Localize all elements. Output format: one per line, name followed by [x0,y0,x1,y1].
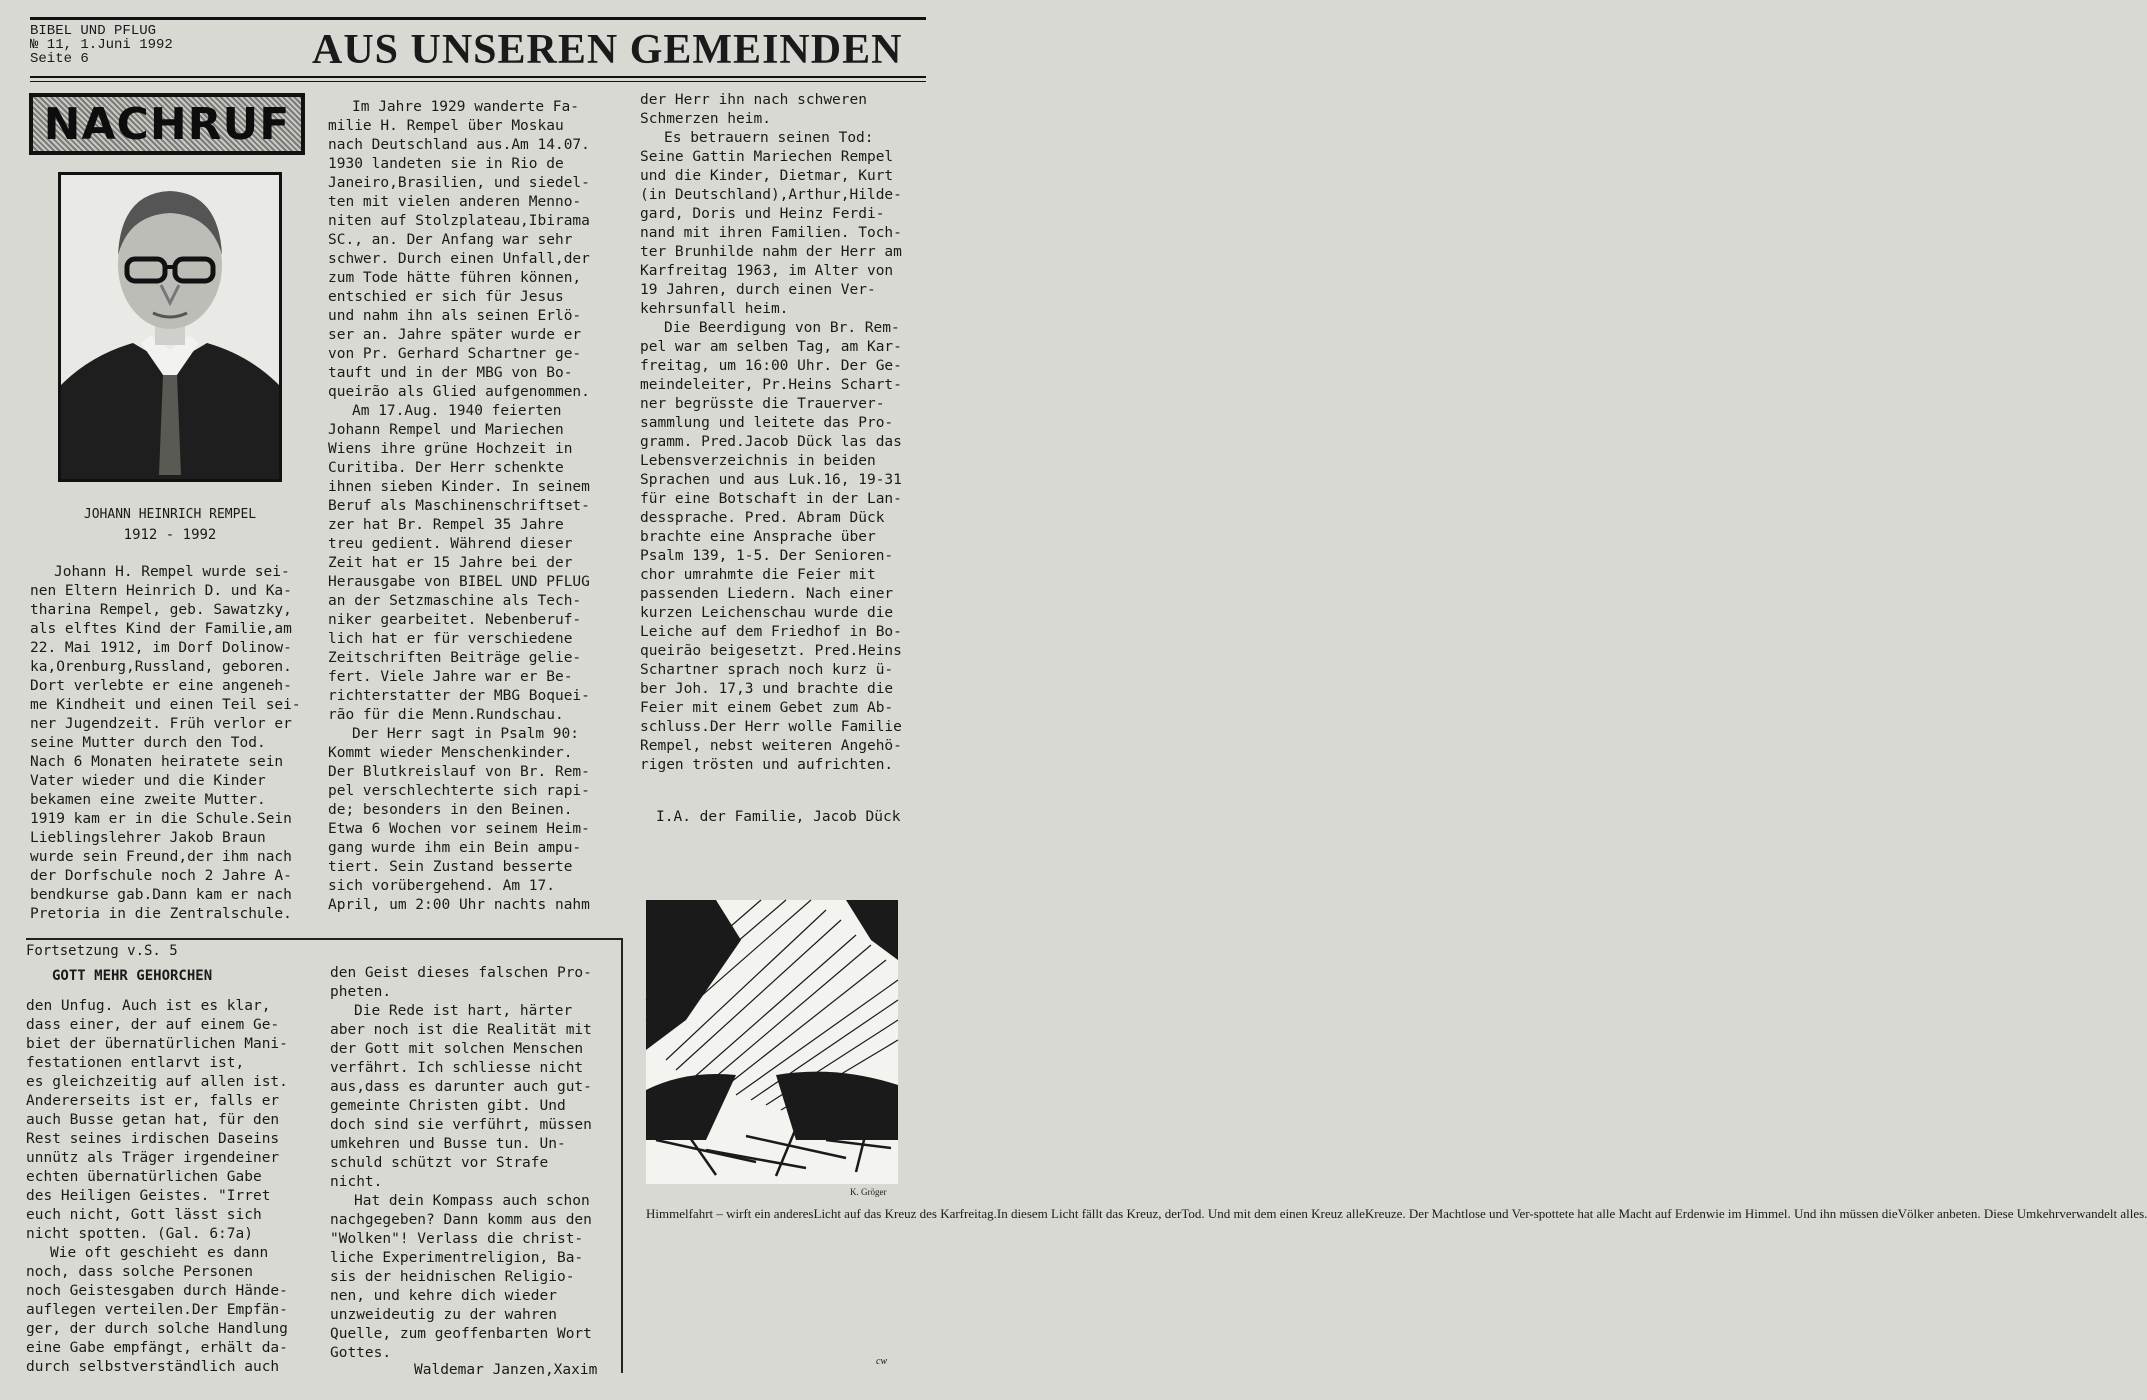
text-line: nachgegeben? Dann komm aus den [330,1212,592,1228]
top-rule [30,17,926,20]
ascension-illustration [646,900,898,1184]
poem-line: Völker anbeten. Diese Umkehr [1897,1206,2060,1221]
text-line: Schmerzen heim. [640,111,771,127]
text-line: milie H. Rempel über Moskau [328,118,564,134]
obituary-banner [29,93,305,155]
text-line: Etwa 6 Wochen vor seinem Heim- [328,821,590,837]
text-line: ger, der durch solche Handlung [26,1321,288,1337]
poem-line: spottete hat alle Macht auf Erden [1533,1206,1706,1221]
text-line: echten übernatürlichen Gabe [26,1169,262,1185]
deceased-years: 1912 - 1992 [123,527,217,543]
text-line: Quelle, zum geoffenbarten Wort [330,1326,592,1342]
text-line: zum Tode hätte führen können, [328,270,582,286]
text-line: lich hat er für verschiedene [328,631,573,647]
deceased-name: JOHANN HEINRICH REMPEL [83,507,257,522]
text-line: Zeitschriften Beiträge gelie- [328,650,582,666]
text-line: pheten. [330,984,392,1000]
text-line: treu gedient. Während dieser [328,536,573,552]
text-line: durch selbstverständlich auch [26,1359,280,1375]
text-line: Wiens ihre grüne Hochzeit in [328,441,573,457]
text-line: schluss.Der Herr wolle Familie [640,719,902,735]
text-line: rigen trösten und aufrichten. [640,757,894,773]
text-line: auflegen verteilen.Der Empfän- [26,1302,288,1318]
text-line: und nahm ihn als seinen Erlö- [328,308,582,324]
poem-line: verwandelt alles. [2059,1206,2147,1221]
portrait-photo [58,172,282,482]
text-line: nen Eltern Heinrich D. und Ka- [30,583,292,599]
text-line: für eine Botschaft in der Lan- [640,491,902,507]
text-line: ihnen sieben Kinder. In seinem [328,479,590,495]
text-line: Johann H. Rempel wurde sei- [54,564,290,580]
text-line: es gleichzeitig auf allen ist. [26,1074,288,1090]
page-headline: AUS UNSEREN GEMEINDEN [312,27,903,73]
text-line: Rest seines irdischen Daseins [26,1131,280,1147]
text-line: nach Deutschland aus.Am 14.07. [328,137,590,153]
text-line: Kommt wieder Menschenkinder. [328,745,573,761]
text-line: dass einer, der auf einem Ge- [26,1017,280,1033]
text-line: umkehren und Busse tun. Un- [330,1136,566,1152]
text-line: Psalm 139, 1-5. Der Senioren- [640,548,894,564]
text-line: Der Blutkreislauf von Br. Rem- [328,764,590,780]
text-line: Der Herr sagt in Psalm 90: [352,726,579,742]
obituary-column-2 [328,98,616,915]
text-line: ten mit vielen anderen Menno- [328,194,582,210]
illustration-poem [646,1205,2147,1367]
text-line: nen, und kehre dich wieder [330,1288,557,1304]
text-line: der Herr ihn nach schweren [640,92,867,108]
text-line: (in Deutschland),Arthur,Hilde- [640,187,902,203]
text-line: den Unfug. Auch ist es klar, [26,998,271,1014]
text-line: schuld schützt vor Strafe [330,1155,549,1171]
text-line: meindeleiter, Pr.Heins Schart- [640,377,902,393]
text-line: gemeinte Christen gibt. Und [330,1098,566,1114]
page-number: Seite 6 [30,51,89,67]
text-line: gramm. Pred.Jacob Dück las das [640,434,902,450]
box-top-rule [26,938,622,940]
text-line: Janeiro,Brasilien, und siedel- [328,175,590,191]
text-line: Feier mit einem Gebet zum Ab- [640,700,894,716]
text-line: wurde sein Freund,der ihm nach [30,849,292,865]
text-line: tiert. Sein Zustand besserte [328,859,573,875]
text-line: und die Kinder, Dietmar, Kurt [640,168,894,184]
text-line: entschied er sich für Jesus [328,289,564,305]
text-line: aus,dass es darunter auch gut- [330,1079,592,1095]
masthead-rule [30,76,926,78]
text-line: brachte eine Ansprache über [640,529,876,545]
text-line: Curitiba. Der Herr schenkte [328,460,564,476]
poem-line: Kreuze. Der Machtlose und Ver- [1364,1206,1534,1221]
poem-line: Tod. Und mit dem einen Kreuz alle [1181,1206,1365,1221]
text-line: noch Geistesgaben durch Hände- [26,1283,288,1299]
issue-info: № 11, 1.Juni 1992 [30,37,173,53]
text-line: tharina Rempel, geb. Sawatzky, [30,602,292,618]
text-line: "Wolken"! Verlass die christ- [330,1231,584,1247]
text-line: doch sind sie verführt, müssen [330,1117,592,1133]
text-line: Andererseits ist er, falls er [26,1093,280,1109]
text-line: 22. Mai 1912, im Dorf Dolinow- [30,640,292,656]
text-line: ka,Orenburg,Russland, geboren. [30,659,292,675]
poem-line: wie im Himmel. Und ihn müssen die [1705,1206,1898,1221]
text-line: unnütz als Träger irgendeiner [26,1150,280,1166]
article-author: Waldemar Janzen,Xaxim [414,1362,598,1378]
text-line: an der Setzmaschine als Tech- [328,593,582,609]
continued-column-1 [26,997,310,1377]
text-line: Pretoria in die Zentralschule. [30,906,292,922]
text-line: ser an. Jahre später wurde er [328,327,582,343]
text-line: seine Mutter durch den Tod. [30,735,266,751]
text-line: Leiche auf dem Friedhof in Bo- [640,624,902,640]
text-line: schwer. Durch einen Unfall,der [328,251,590,267]
obituary-column-3 [640,91,922,775]
text-line: kurzen Leichenschau wurde die [640,605,894,621]
text-line: Im Jahre 1929 wanderte Fa- [352,99,579,115]
text-line: Lebensverzeichnis in beiden [640,453,876,469]
portrait-caption [30,505,310,545]
text-line: Lieblingslehrer Jakob Braun [30,830,266,846]
text-line: Vater wieder und die Kinder [30,773,266,789]
text-line: des Heiligen Geistes. "Irret [26,1188,271,1204]
text-line: ner begrüsste die Trauerver- [640,396,885,412]
text-line: nicht spotten. (Gal. 6:7a) [26,1226,253,1242]
text-line: liche Experimentreligion, Ba- [330,1250,584,1266]
text-line: queirão beigesetzt. Pred.Heins [640,643,902,659]
text-line: 1919 kam er in die Schule.Sein [30,811,292,827]
text-line: eine Gabe empfängt, erhält da- [26,1340,288,1356]
illustration-credit: K. Gröger [850,1187,887,1197]
text-line: Beruf als Maschinenschriftset- [328,498,590,514]
text-line: Nach 6 Monaten heiratete sein [30,754,284,770]
continued-column-2 [330,964,615,1363]
text-line: Es betrauern seinen Tod: [664,130,874,146]
text-line: Gottes. [330,1345,392,1361]
text-line: Die Rede ist hart, härter [354,1003,573,1019]
text-line: Sprachen und aus Luk.16, 19-31 [640,472,902,488]
text-line: bekamen eine zweite Mutter. [30,792,266,808]
text-line: Seine Gattin Mariechen Rempel [640,149,894,165]
text-line: nand mit ihren Familien. Toch- [640,225,902,241]
text-line: noch, dass solche Personen [26,1264,253,1280]
text-line: von Pr. Gerhard Schartner ge- [328,346,582,362]
text-line: queirão als Glied aufgenommen. [328,384,590,400]
article-title: GOTT MEHR GEHORCHEN [52,968,213,984]
text-line: SC., an. Der Anfang war sehr [328,232,573,248]
text-line: niker gearbeitet. Nebenberuf- [328,612,582,628]
text-line: ner Jugendzeit. Früh verlor er [30,716,292,732]
text-line: de; besonders in den Beinen. [328,802,573,818]
text-line: festationen entlarvt ist, [26,1055,245,1071]
text-line: 1930 landeten sie in Rio de [328,156,564,172]
text-line: ber Joh. 17,3 und brachte die [640,681,894,697]
text-line: Am 17.Aug. 1940 feierten [352,403,562,419]
text-line: Die Beerdigung von Br. Rem- [664,320,900,336]
text-line: kehrsunfall heim. [640,301,789,317]
text-line: Karfreitag 1963, im Alter von [640,263,894,279]
text-line: me Kindheit und einen Teil sei- [30,697,301,713]
text-line: sich vorübergehend. Am 17. [328,878,555,894]
text-line: rão für die Menn.Rundschau. [328,707,564,723]
text-line: den Geist dieses falschen Pro- [330,965,592,981]
text-line: sis der heidnischen Religio- [330,1269,575,1285]
text-line: niten auf Stolzplateau,Ibirama [328,213,590,229]
text-line: Zeit hat er 15 Jahre bei der [328,555,573,571]
text-line: richterstatter der MBG Boquei- [328,688,590,704]
text-line: tauft und in der MBG von Bo- [328,365,573,381]
text-line: aber noch ist die Realität mit [330,1022,592,1038]
masthead-meta [30,24,173,66]
text-line: als elftes Kind der Familie,am [30,621,292,637]
text-line: ter Brunhilde nahm der Herr am [640,244,902,260]
banner-text: NACHRUF [43,98,291,150]
text-line: nicht. [330,1174,383,1190]
text-line: freitag, um 16:00 Uhr. Der Ge- [640,358,902,374]
text-line: passenden Liedern. Nach einer [640,586,894,602]
text-line: der Dorfschule noch 2 Jahre A- [30,868,292,884]
text-line: Wie oft geschieht es dann [50,1245,269,1261]
text-line: Herausgabe von BIBEL UND PFLUG [328,574,590,590]
continued-from: Fortsetzung v.S. 5 [26,943,178,959]
text-line: chor umrahmte die Feier mit [640,567,876,583]
text-line: Hat dein Kompass auch schon [354,1193,590,1209]
box-right-rule [621,938,623,1373]
text-line: unzweideutig zu der wahren [330,1307,557,1323]
text-line: bendkurse gab.Dann kam er nach [30,887,292,903]
text-line: dessprache. Pred. Abram Dück [640,510,885,526]
text-line: Johann Rempel und Mariechen [328,422,564,438]
poem-line: In diesem Licht fällt das Kreuz, der [996,1206,1182,1221]
publication-name: BIBEL UND PFLUG [30,23,157,39]
obituary-signature: I.A. der Familie, Jacob Dück [656,809,901,825]
text-line: auch Busse getan hat, für den [26,1112,280,1128]
masthead-rule-thin [30,81,926,82]
text-line: April, um 2:00 Uhr nachts nahm [328,897,590,913]
text-line: pel verschlechterte sich rapi- [328,783,590,799]
obituary-column-1 [30,563,312,924]
text-line: pel war am selben Tag, am Kar- [640,339,902,355]
poem-line: Himmelfahrt – wirft ein anderes [646,1206,814,1221]
text-line: fert. Viele Jahre war er Be- [328,669,573,685]
text-line: Schartner sprach noch kurz ü- [640,662,894,678]
text-line: der Gott mit solchen Menschen [330,1041,584,1057]
poem-line: Licht auf das Kreuz des Karfreitag. [813,1206,997,1221]
text-line: zer hat Br. Rempel 35 Jahre [328,517,564,533]
text-line: 19 Jahren, durch einen Ver- [640,282,876,298]
text-line: verfährt. Ich schliesse nicht [330,1060,584,1076]
text-line: euch nicht, Gott lässt sich [26,1207,262,1223]
text-line: gang wurde ihm ein Bein ampu- [328,840,582,856]
poem-signature: cw [876,1356,888,1367]
text-line: sammlung und leitete das Pro- [640,415,894,431]
text-line: Rempel, nebst weiteren Angehö- [640,738,902,754]
text-line: Dort verlebte er eine angeneh- [30,678,292,694]
text-line: gard, Doris und Heinz Ferdi- [640,206,885,222]
text-line: biet der übernatürlichen Mani- [26,1036,288,1052]
